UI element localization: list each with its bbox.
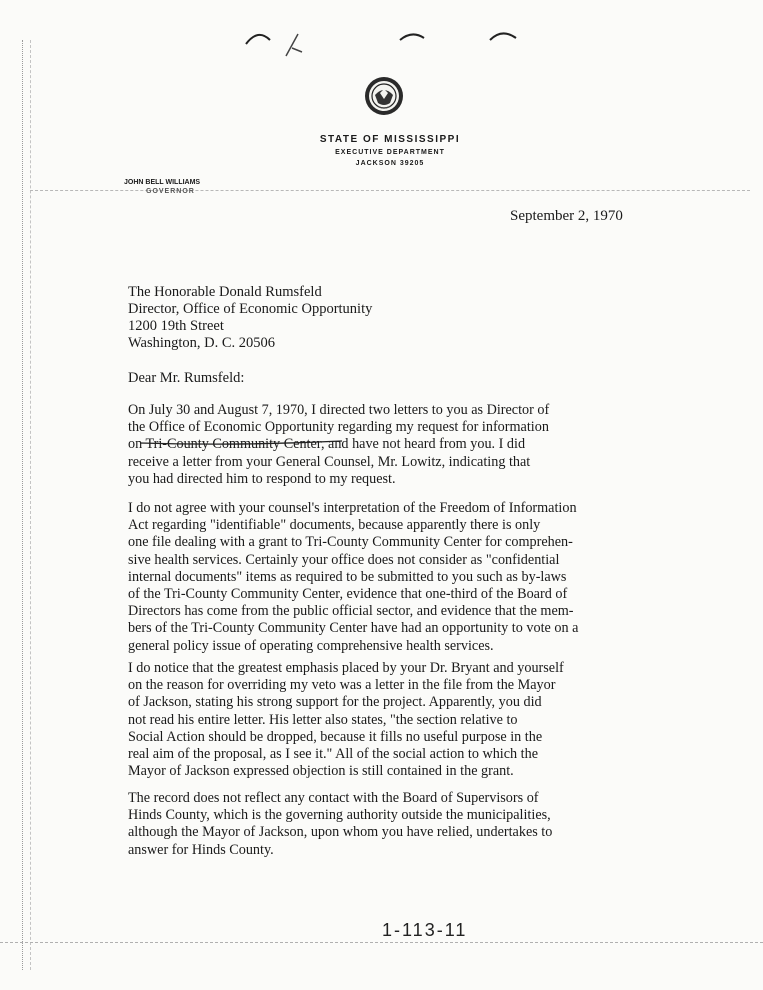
letterhead (300, 134, 480, 167)
handwritten-marks (240, 26, 530, 66)
recipient-line-1: The Honorable Donald Rumsfeld (128, 284, 322, 300)
governor-title: GOVERNOR (146, 188, 195, 195)
letterhead-city: JACKSON 39205 (355, 160, 425, 167)
letter-date: September 2, 1970 (510, 208, 623, 224)
copy-edge-line (22, 40, 24, 970)
salutation: Dear Mr. Rumsfeld: (128, 370, 245, 386)
body-paragraph-1: On July 30 and August 7, 1970, I directed two letters to you as Director of the Office of Economic Opportunity regarding my request for information on Tri-County Community Center, and have not heard from you. I did receive a letter from your General Counsel, Mr. Lowitz, indicating that you had directed him to respond to my request. (128, 402, 550, 487)
footer-divider (0, 942, 763, 943)
state-seal-icon (363, 75, 405, 117)
document-number: 1-113-11 (382, 920, 468, 940)
body-paragraph-2: I do not agree with your counsel's interpretation of the Freedom of Information Act regarding "identifiable" documents, because apparently there is only one file dealing with a grant to Tri-County Community Center for comprehen- sive health services. Certainly your office does not consider as "confidential internal documents" items as required to be submitted to you such as by-laws of the Tri-County Community Center, evidence that one-third of the Board of Directors has come from the public official sector, and evidence that the mem- bers of the Tri-County Community Center have had an opportunity to vote on a general policy issue of operating comprehensive health services. (128, 500, 579, 654)
copy-edge-line-secondary (30, 40, 32, 970)
handwritten-underline (140, 440, 342, 446)
recipient-line-2: Director, Office of Economic Opportunity (128, 301, 373, 317)
recipient-line-3: 1200 19th Street (128, 318, 224, 334)
recipient-address (128, 284, 372, 352)
body-paragraph-3: I do notice that the greatest emphasis placed by your Dr. Bryant and yourself on the reason for overriding my veto was a letter in the file from the Mayor of Jackson, stating his strong support for the project. Apparently, you did not read his entire letter. His letter also states, "the section relative to Social Action should be dropped, because it fills no useful purpose in the real aim of the proposal, as I see it." All of the social action to which the Mayor of Jackson expressed objection is still contained in the grant. (128, 660, 564, 780)
governor-block (124, 178, 200, 196)
governor-name: JOHN BELL WILLIAMS (124, 179, 201, 186)
letterhead-state: STATE OF MISSISSIPPI (319, 134, 461, 145)
recipient-line-4: Washington, D. C. 20506 (128, 335, 276, 351)
body-paragraph-4: The record does not reflect any contact with the Board of Supervisors of Hinds County, which is the governing authority outside the municipalities, although the Mayor of Jackson, upon whom you have relied, undertakes to answer for Hinds County. (128, 790, 553, 858)
letterhead-department: EXECUTIVE DEPARTMENT (335, 149, 445, 156)
